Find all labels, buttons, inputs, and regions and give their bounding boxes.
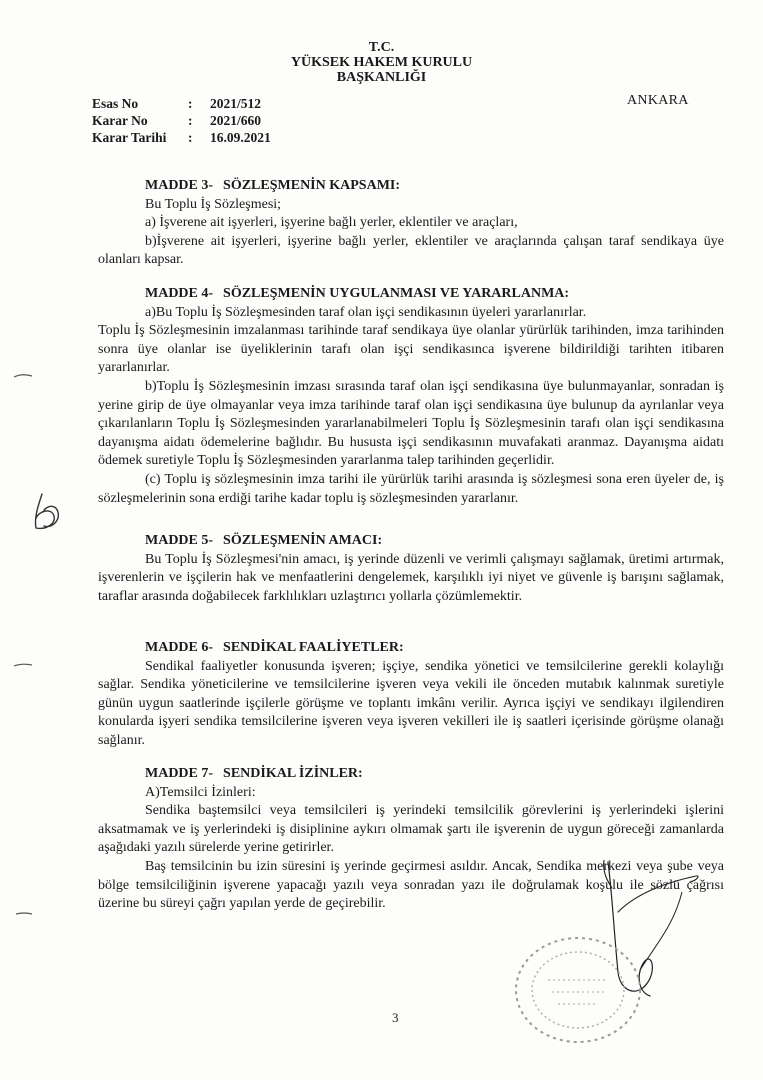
paragraph: b)İşverene ait işyerleri, işyerine bağlı yerler, eklentiler ve araçlarında çalışan taraf sendikaya üye olanları kapsar. xyxy=(98,233,724,268)
article-title: SENDİKAL FAALİYETLER: xyxy=(223,640,404,655)
case-metadata xyxy=(92,95,271,146)
tarih-row xyxy=(92,129,271,146)
paragraph: Bu Toplu İş Sözleşmesi'nin amacı, iş yerinde düzenli ve verimli çalışmayı sağlamak, üretimi artırmak, işverenlerin ve işçilerin hak ve menfaatlerini dengelemek, karşılıklı iyi niyet ve güvenle iş barışını sağlamak, taraflar arasında doğabilecek farklılıkları uzlaştırıcı yollarla çözümlemektir. xyxy=(98,551,724,604)
article-heading xyxy=(145,639,724,658)
margin-initial-mark xyxy=(24,488,72,536)
paragraph: b)Toplu İş Sözleşmesinin imzası sırasında taraf olan işçi sendikasına üye bulunmayanlar, sonradan iş yerine girip de üye olmayanlar veya imza tarihinde taraf olan işçi sendikasına üye bulunup da ayrılanlar veya çıkarılanların Toplu İş Sözleşmesinden yararlanabilmeleri Toplu İş Sözleşmesinin tarafı olan işçi sendikasına dayanışma aidatı ödemelerine bağlıdır. Bu hususta işçi sendikasının muvafakati aranmaz. Dayanışma aidatı ödemek suretiyle Toplu İş Sözleşmesinden yararlanma talep tarihinden geçerlidir. xyxy=(98,378,724,469)
article-5 xyxy=(98,532,724,606)
article-heading xyxy=(145,765,724,784)
colon: : xyxy=(188,96,193,111)
article-6 xyxy=(98,639,724,751)
esas-row xyxy=(92,95,271,112)
header-tc: T.C. xyxy=(368,40,395,55)
article-number: MADDE 5- xyxy=(145,533,214,548)
paragraph: Sendika baştemsilci veya temsilcileri iş yerindeki temsilcilik görevlerini iş yerlerindeki işlerini aksatmamak ve iş yerlerindeki iş disiplinine aykırı olmamak şartı ile işverenin de uygun göreceği zamanlarda aşağıdaki yazılı sürelerde yerine getirirler. xyxy=(98,803,724,856)
article-4 xyxy=(98,285,724,508)
karar-label: Karar No xyxy=(92,113,148,128)
article-title: SÖZLEŞMENİN KAPSAMI: xyxy=(223,178,401,193)
paragraph: A)Temsilci İzinleri: xyxy=(145,784,256,800)
paragraph: Toplu İş Sözleşmesinin imzalanması tarihinde taraf sendikaya üye olanlar yürürlük tarihinden, imza tarihinden sonra üye olanlar ise üyeliklerinin tarafı olan işçi sendikasınca işverene bildirildiği tarihten itibaren yararlanırlar. xyxy=(98,323,724,376)
margin-dash-mark xyxy=(12,372,34,380)
paragraph: (c) Toplu iş sözleşmesinin imza tarihi ile yürürlük tarihi arasında iş sözleşmesi sona eren üyeler de, iş sözleşmelerinin sona erdiği tarihe kadar toplu iş sözleşmesinden yararlanır. xyxy=(98,471,724,506)
article-title: SENDİKAL İZİNLER: xyxy=(223,766,363,781)
margin-dash-mark xyxy=(14,910,34,918)
article-heading xyxy=(145,285,724,304)
paragraph: a) İşverene ait işyerleri, işyerine bağlı yerler, eklentiler ve araçları, xyxy=(145,215,518,231)
header-presidency: BAŞKANLIĞI xyxy=(336,70,427,85)
article-number: MADDE 6- xyxy=(145,640,214,655)
colon: : xyxy=(188,113,193,128)
official-stamp xyxy=(508,930,648,1050)
city: ANKARA xyxy=(627,93,689,108)
paragraph: Bu Toplu İş Sözleşmesi; xyxy=(145,196,282,212)
page-number: 3 xyxy=(392,1010,399,1025)
karar-row xyxy=(92,112,271,129)
paragraph: Baş temsilcinin bu izin süresini iş yerinde geçirmesi asıldır. Ancak, Sendika merkezi veya şube veya bölge temsilciliğinin işverene yapacağı yazılı veya sonradan yazı ile doğrulamak koşulu ile sözlü çağrısı üzerine bu süreyi çağrı yapılan yerde de geçirebilir. xyxy=(98,858,724,912)
article-number: MADDE 3- xyxy=(145,178,214,193)
article-title: SÖZLEŞMENİN UYGULANMASI VE YARARLANMA: xyxy=(223,286,570,301)
article-3 xyxy=(98,177,724,270)
tarih-label: Karar Tarihi xyxy=(92,130,167,145)
colon: : xyxy=(188,130,193,145)
esas-label: Esas No xyxy=(92,96,139,111)
article-title: SÖZLEŞMENİN AMACI: xyxy=(223,533,383,548)
tarih-value: 16.09.2021 xyxy=(210,130,271,145)
karar-value: 2021/660 xyxy=(210,113,262,128)
article-number: MADDE 7- xyxy=(145,766,214,781)
article-heading xyxy=(145,177,724,196)
article-heading xyxy=(145,532,724,551)
paragraph: a)Bu Toplu İş Sözleşmesinden taraf olan işçi sendikasının üyeleri yararlanırlar. xyxy=(145,304,587,320)
article-number: MADDE 4- xyxy=(145,286,214,301)
paragraph: Sendikal faaliyetler konusunda işveren; işçiye, sendika yönetici ve temsilcilerine gerekli kolaylığı sağlar. Sendika yöneticilerine ve temsilcilerine işveren veya vekili ile önceden mutabık kalınmak suretiyle günün uygun saatlerinde işçilerle görüşme ve toplantı imkânı verilir. Ayrıca işçiyi ve sendikayı ilgilendiren konularda işyeri sendika temsilcilerine işveren veya işveren vekilleri ile iş saatleri içerisinde görüşme olanağı sağlanır. xyxy=(98,658,724,748)
margin-dash-mark xyxy=(12,662,34,670)
header-institution: YÜKSEK HAKEM KURULU xyxy=(290,55,473,70)
esas-value: 2021/512 xyxy=(210,96,262,111)
